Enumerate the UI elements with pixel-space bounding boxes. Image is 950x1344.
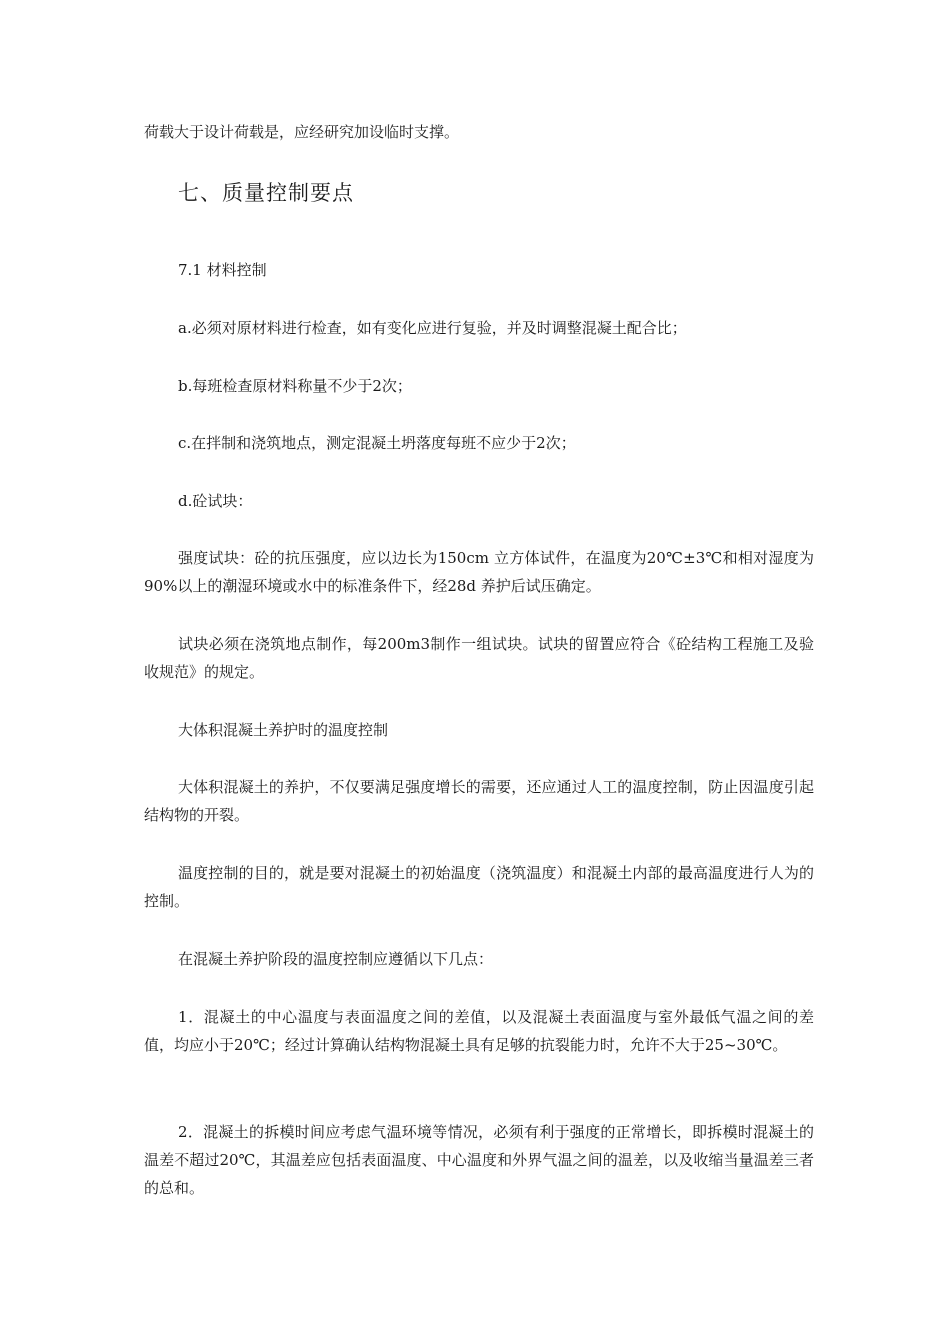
paragraph-temperature-title: 大体积混凝土养护时的温度控制 [178,721,389,739]
list-item-b: b.每班检查原材料称量不少于2次； [178,377,412,395]
paragraph-load-support: 荷载大于设计荷载是，应经研究加设临时支撑。 [144,123,460,141]
paragraph-specimen-making: 试块必须在浇筑地点制作，每200m3制作一组试块。试块的留置应符合《砼结构工程施工及验收规范》的规定。 [144,635,814,681]
section-heading: 七、质量控制要点 [178,181,354,205]
paragraph-control-purpose: 温度控制的目的，就是要对混凝土的初始温度（浇筑温度）和混凝土内部的最高温度进行人为的控制。 [144,864,814,910]
list-item-point-2: 2．混凝土的拆模时间应考虑气温环境等情况，必须有利于强度的正常增长，即拆模时混凝土的温差不超过20℃，其温差应包括表面温度、中心温度和外界气温之间的温差，以及收缩当量温差三者的总和。 [144,1123,814,1197]
paragraph-curing: 大体积混凝土的养护，不仅要满足强度增长的需要，还应通过人工的温度控制，防止因温度引起结构物的开裂。 [144,778,814,824]
list-item-point-1: 1．混凝土的中心温度与表面温度之间的差值，以及混凝土表面温度与室外最低气温之间的差值，均应小于20℃；经过计算确认结构物混凝土具有足够的抗裂能力时，允许不大于25~30℃。 [144,1008,814,1054]
sub-heading-material-control: 7.1 材料控制 [178,261,267,279]
paragraph-strength-specimen: 强度试块：砼的抗压强度，应以边长为150cm 立方体试件，在温度为20℃±3℃和相对湿度为90%以上的潮湿环境或水中的标准条件下，经28d 养护后试压确定。 [144,549,814,595]
list-item-c: c.在拌制和浇筑地点，测定混凝土坍落度每班不应少于2次； [178,434,576,452]
list-item-d: d.砼试块： [178,492,253,510]
list-item-a: a.必须对原材料进行检查，如有变化应进行复验，并及时调整混凝土配合比； [178,319,687,337]
paragraph-control-points: 在混凝土养护阶段的温度控制应遵循以下几点： [178,950,494,968]
